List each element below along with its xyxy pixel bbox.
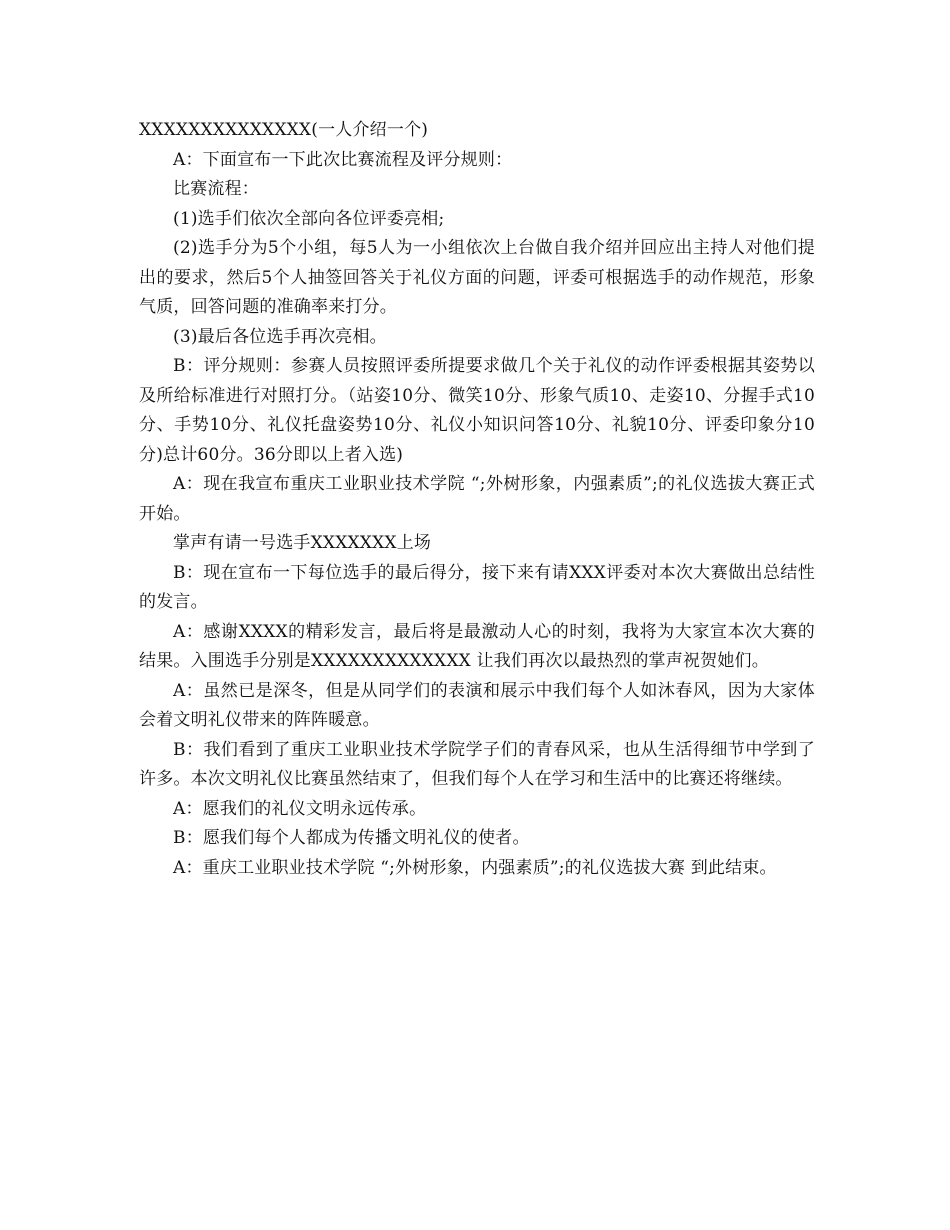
paragraph-announce-rules: A：下面宣布一下此次比赛流程及评分规则： (173, 149, 513, 170)
paragraph-process-heading: 比赛流程： (173, 179, 259, 199)
paragraph-closing: A：重庆工业职业技术学院 “;外树形象，内强素质”;的礼仪选拔大赛 到此结束。 (173, 857, 777, 878)
paragraph-contestant-intro: XXXXXXXXXXXXXX(一人介绍一个) (139, 120, 429, 140)
paragraph-scoring-rules: B：评分规则：参赛人员按照评委所提要求做几个关于礼仪的动作评委根据其姿势以及所给标准进行对照打分。（站姿10分、微笑10分、形象气质10、走姿10、分握手式10分、手势10分、礼仪托盘姿势10分、礼仪小知识问答10分、礼貌10分、评委印象分10分)总计60分。36分即以上者入选) (139, 356, 815, 465)
document-body (139, 116, 815, 883)
paragraph-first-contestant: 掌声有请一号选手XXXXXXX上场 (173, 533, 432, 553)
paragraph-step-1: (1)选手们依次全部向各位评委亮相; (173, 208, 445, 229)
paragraph-wish-heritage: A：愿我们的礼仪文明永远传承。 (173, 798, 427, 819)
paragraph-winter-warmth: A：虽然已是深冬，但是从同学们的表演和展示中我们每个人如沐春风，因为大家体会着文明礼仪带来的阵阵暖意。 (139, 680, 815, 730)
paragraph-final-scores: B：现在宣布一下每位选手的最后得分，接下来有请XXX评委对本次大赛做出总结性的发言。 (139, 562, 815, 612)
paragraph-youth-style: B：我们看到了重庆工业职业技术学院学子们的青春风采，也从生活得细节中学到了许多。本次文明礼仪比赛虽然结束了，但我们每个人在学习和生活中的比赛还将继续。 (139, 739, 815, 789)
paragraph-wish-ambassadors: B：愿我们每个人都成为传播文明礼仪的使者。 (173, 828, 530, 848)
paragraph-step-2: (2)选手分为5个小组，每5人为一小组依次上台做自我介绍并回应出主持人对他们提出的要求，然后5个人抽签回答关于礼仪方面的问题，评委可根据选手的动作规范，形象气质，回答问题的准确率来打分。 (139, 238, 815, 317)
paragraph-results: A：感谢XXXX的精彩发言，最后将是最激动人心的时刻，我将为大家宣本次大赛的结果。入围选手分别是XXXXXXXXXXXXX 让我们再次以最热烈的掌声祝贺她们。 (139, 621, 815, 671)
paragraph-step-3: (3)最后各位选手再次亮相。 (173, 326, 387, 347)
paragraph-contest-start: A：现在我宣布重庆工业职业技术学院 “;外树形象，内强素质”;的礼仪选拔大赛正式开始。 (139, 474, 815, 524)
